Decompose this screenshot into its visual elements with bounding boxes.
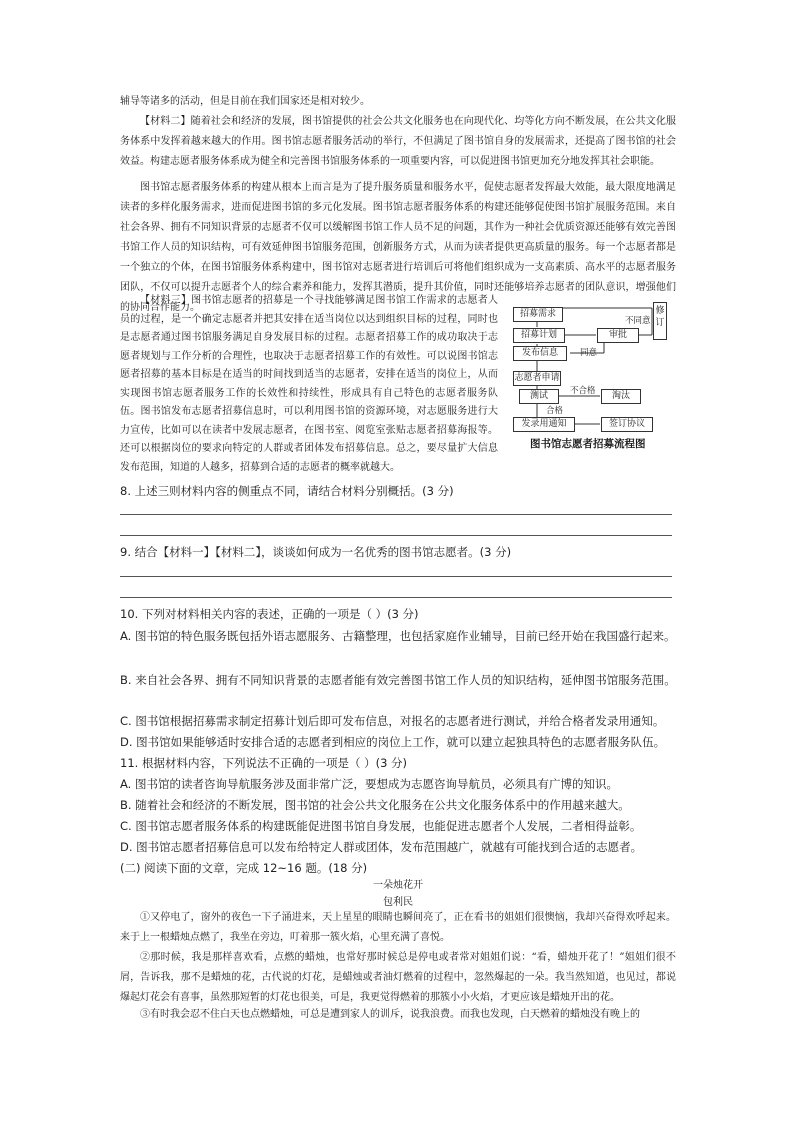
essay-paragraph-1: ①又停电了，窗外的夜色一下子涌进来，天上星星的眼睛也瞬间亮了，正在看书的姐姐们很懊恼，我却兴奋得欢呼起来。来于上一根蜡烛点燃了，我坐在旁边，叮着那一簇火焰，心里充满了喜悦。 [120,912,676,943]
flow-step-4: 志愿者申请 [513,371,561,386]
essay-paragraph-2: ②那时候，我是那样喜欢看，点燃的蜡烛，也常好那时候总是停电或者常对姐姐们说：“看，蜡烛开花了！”姐姐们很不屑，告诉我，那不是蜡烛的花，古代说的灯花，是蜡烛或者油灯燃着的过程中，忽然爆起的一朵。我当然知道，也见过，都说爆起灯花会有喜事，虽然那短暂的灯花也很美，可是，我更觉得燃着的那簇小小火焰，才更应该是蜡烛开出的花。 [120,952,676,1003]
question-11-option-c: C. 图书馆志愿者服务体系的构建既能促进图书馆自身发展，也能促进志愿者个人发展，二者相得益彰。 [120,819,642,833]
flow-sign-agreement-box: 签订协议 [601,417,653,432]
question-11-option-d: D. 图书馆志愿者招募信息可以发布给特定人群或团体，发布范围越广，就越有可能找到合适的志愿者。 [120,840,643,854]
flow-label-fail: 不合格 [570,386,596,396]
flow-revise-box: 修订 [653,302,667,340]
flow-step-3: 发布信息 [513,346,567,361]
essay-author: 包利民 [383,897,413,908]
flow-step-5: 测试 [519,389,559,404]
passage-intro: 辅导等诸多的活动，但是目前在我们国家还是相对较少。 [120,96,370,107]
essay-paragraph-3: ③有时我会忍不住白天也点燃蜡烛，可总是遭到家人的训斥，说我浪费。而我也发现，白天燃着的蜡烛没有晚上的 [140,1009,640,1020]
answer-line [120,597,672,598]
flow-label-disagree: 不同意 [625,316,651,326]
flow-step-6: 发录用通知 [513,417,575,432]
question-10: 10. 下列对材料相关内容的表述，正确的一项是（ ）(3 分) [120,607,419,621]
answer-line [120,514,672,515]
question-8: 8. 上述三则材料内容的侧重点不同，请结合材料分别概括。(3 分) [120,484,454,498]
question-10-option-b: B. 来自社会各界、拥有不同知识背景的志愿者能有效完善图书馆工作人员的知识结构，延伸图书馆服务范围。 [120,673,676,687]
question-11: 11. 根据材料内容，下列说法不正确的一项是（ ）(3 分) [120,756,408,770]
essay-title: 一朵烛花开 [373,880,423,891]
question-10-option-d: D. 图书馆如果能够适时安排合适的志愿者到相应的岗位上工作，就可以建立起独具特色的志愿者服务队伍。 [120,735,666,749]
flow-label-agree: 同意 [580,348,598,358]
material-three-paragraph: 【材料三】图书馆志愿者的招募是一个寻找能够满足图书馆工作需求的志愿者人员的过程，是一个确定志愿者并把其安排在适当岗位以达到组织目标的过程，同时也是志愿者通过图书馆服务满足自身发展目标的过程。志愿者招募工作的成功取决于志愿者规划与工作分析的合理性，也取决于志愿者招募工作的有效性。可以说图书馆志愿者招募的基本目标是在适当的时间找到适当的志愿者，安排在适当的岗位上，从而实现图书馆志愿者服务工作的长效性和持续性，形成具有自己特色的志愿者服务队伍。图书馆发布志愿者招募信息时，可以利用图书馆的资源环境，对志愿服务进行大力宣传，比如可以在读者中发展志愿者，在图书室、阅览室张贴志愿者招募海报等。还可以根据岗位的要求向特定的人群或者团体发布招募信息。总之，要尽量扩大信息发布范围，知道的人越多，招募到合适的志愿者的概率就越大。 [120,295,498,473]
question-10-option-a: A. 图书馆的特色服务既包括外语志愿服务、古籍整理，也包括家庭作业辅导，目前已经开始在我国盛行起来。 [120,629,676,643]
flowchart-caption: 图书馆志愿者招募流程图 [530,438,646,450]
flow-label-pass: 合格 [546,406,564,416]
flow-approval-box: 审批 [597,328,639,343]
question-10-option-c: C. 图书馆根据招募需求制定招募计划后即可发布信息，对报名的志愿者进行测试，并给合格者发录用通知。 [120,714,665,728]
flow-step-2: 招募计划 [513,328,565,343]
question-11-option-a: A. 图书馆的读者咨询导航服务涉及面非常广泛，要想成为志愿咨询导航员，必须具有广博的知识。 [120,777,618,791]
question-11-option-b: B. 随着社会和经济的不断发展，图书馆的社会公共文化服务在公共文化服务体系中的作用越来越大。 [120,798,630,812]
answer-line [120,535,672,536]
question-9: 9. 结合【材料一】【材料二】，谈谈如何成为一名优秀的图书馆志愿者。(3 分) [120,545,512,559]
section-two-heading: (二) 阅读下面的文章，完成 12~16 题。(18 分) [120,861,368,875]
material-two-paragraph-2: 图书馆志愿者服务体系的构建从根本上而言是为了提升服务质量和服务水平，促使志愿者发挥最大效能，最大限度地满足读者的多样化服务需求，进而促进图书馆的多元化发展。图书馆志愿者服务体系的构建还能够促使图书馆扩展服务范围。来自社会各界、拥有不同知识背景的志愿者不仅可以缓解图书馆工作人员不足的问题，其作为一种社会优质资源还能够有效完善图书馆工作人员的知识结构，可有效延伸图书馆服务范围，创新服务方式，从而为读者提供更高质量的服务。每一个志愿者都是一个独立的个体，在图书馆服务体系构建中，图书馆对志愿者进行培训后可将他们组织成为一支高素质、高水平的志愿者服务团队，不仅可以提升志愿者个人的综合素养和能力，发挥其潜质，提升其价值，同时还能够培养志愿者的团队意识，增强他们的协同合作能力。 [120,182,676,313]
material-two-paragraph-1: 【材料二】随着社会和经济的发展，图书馆提供的社会公共文化服务也在向现代化、均等化方向不断发展，在公共文化服务体系中发挥着越来越大的作用。图书馆志愿者服务活动的举行，不但满足了图书馆自身的发展需求，还提高了图书馆的社会效益。构建志愿者服务体系成为健全和完善图书馆服务体系的一项重要内容，可以促进图书馆更加充分地发挥其社会职能。 [120,116,676,167]
flow-step-1: 招募需求 [513,307,563,322]
flow-eliminate-box: 淘汰 [601,389,641,404]
answer-line [120,576,672,577]
